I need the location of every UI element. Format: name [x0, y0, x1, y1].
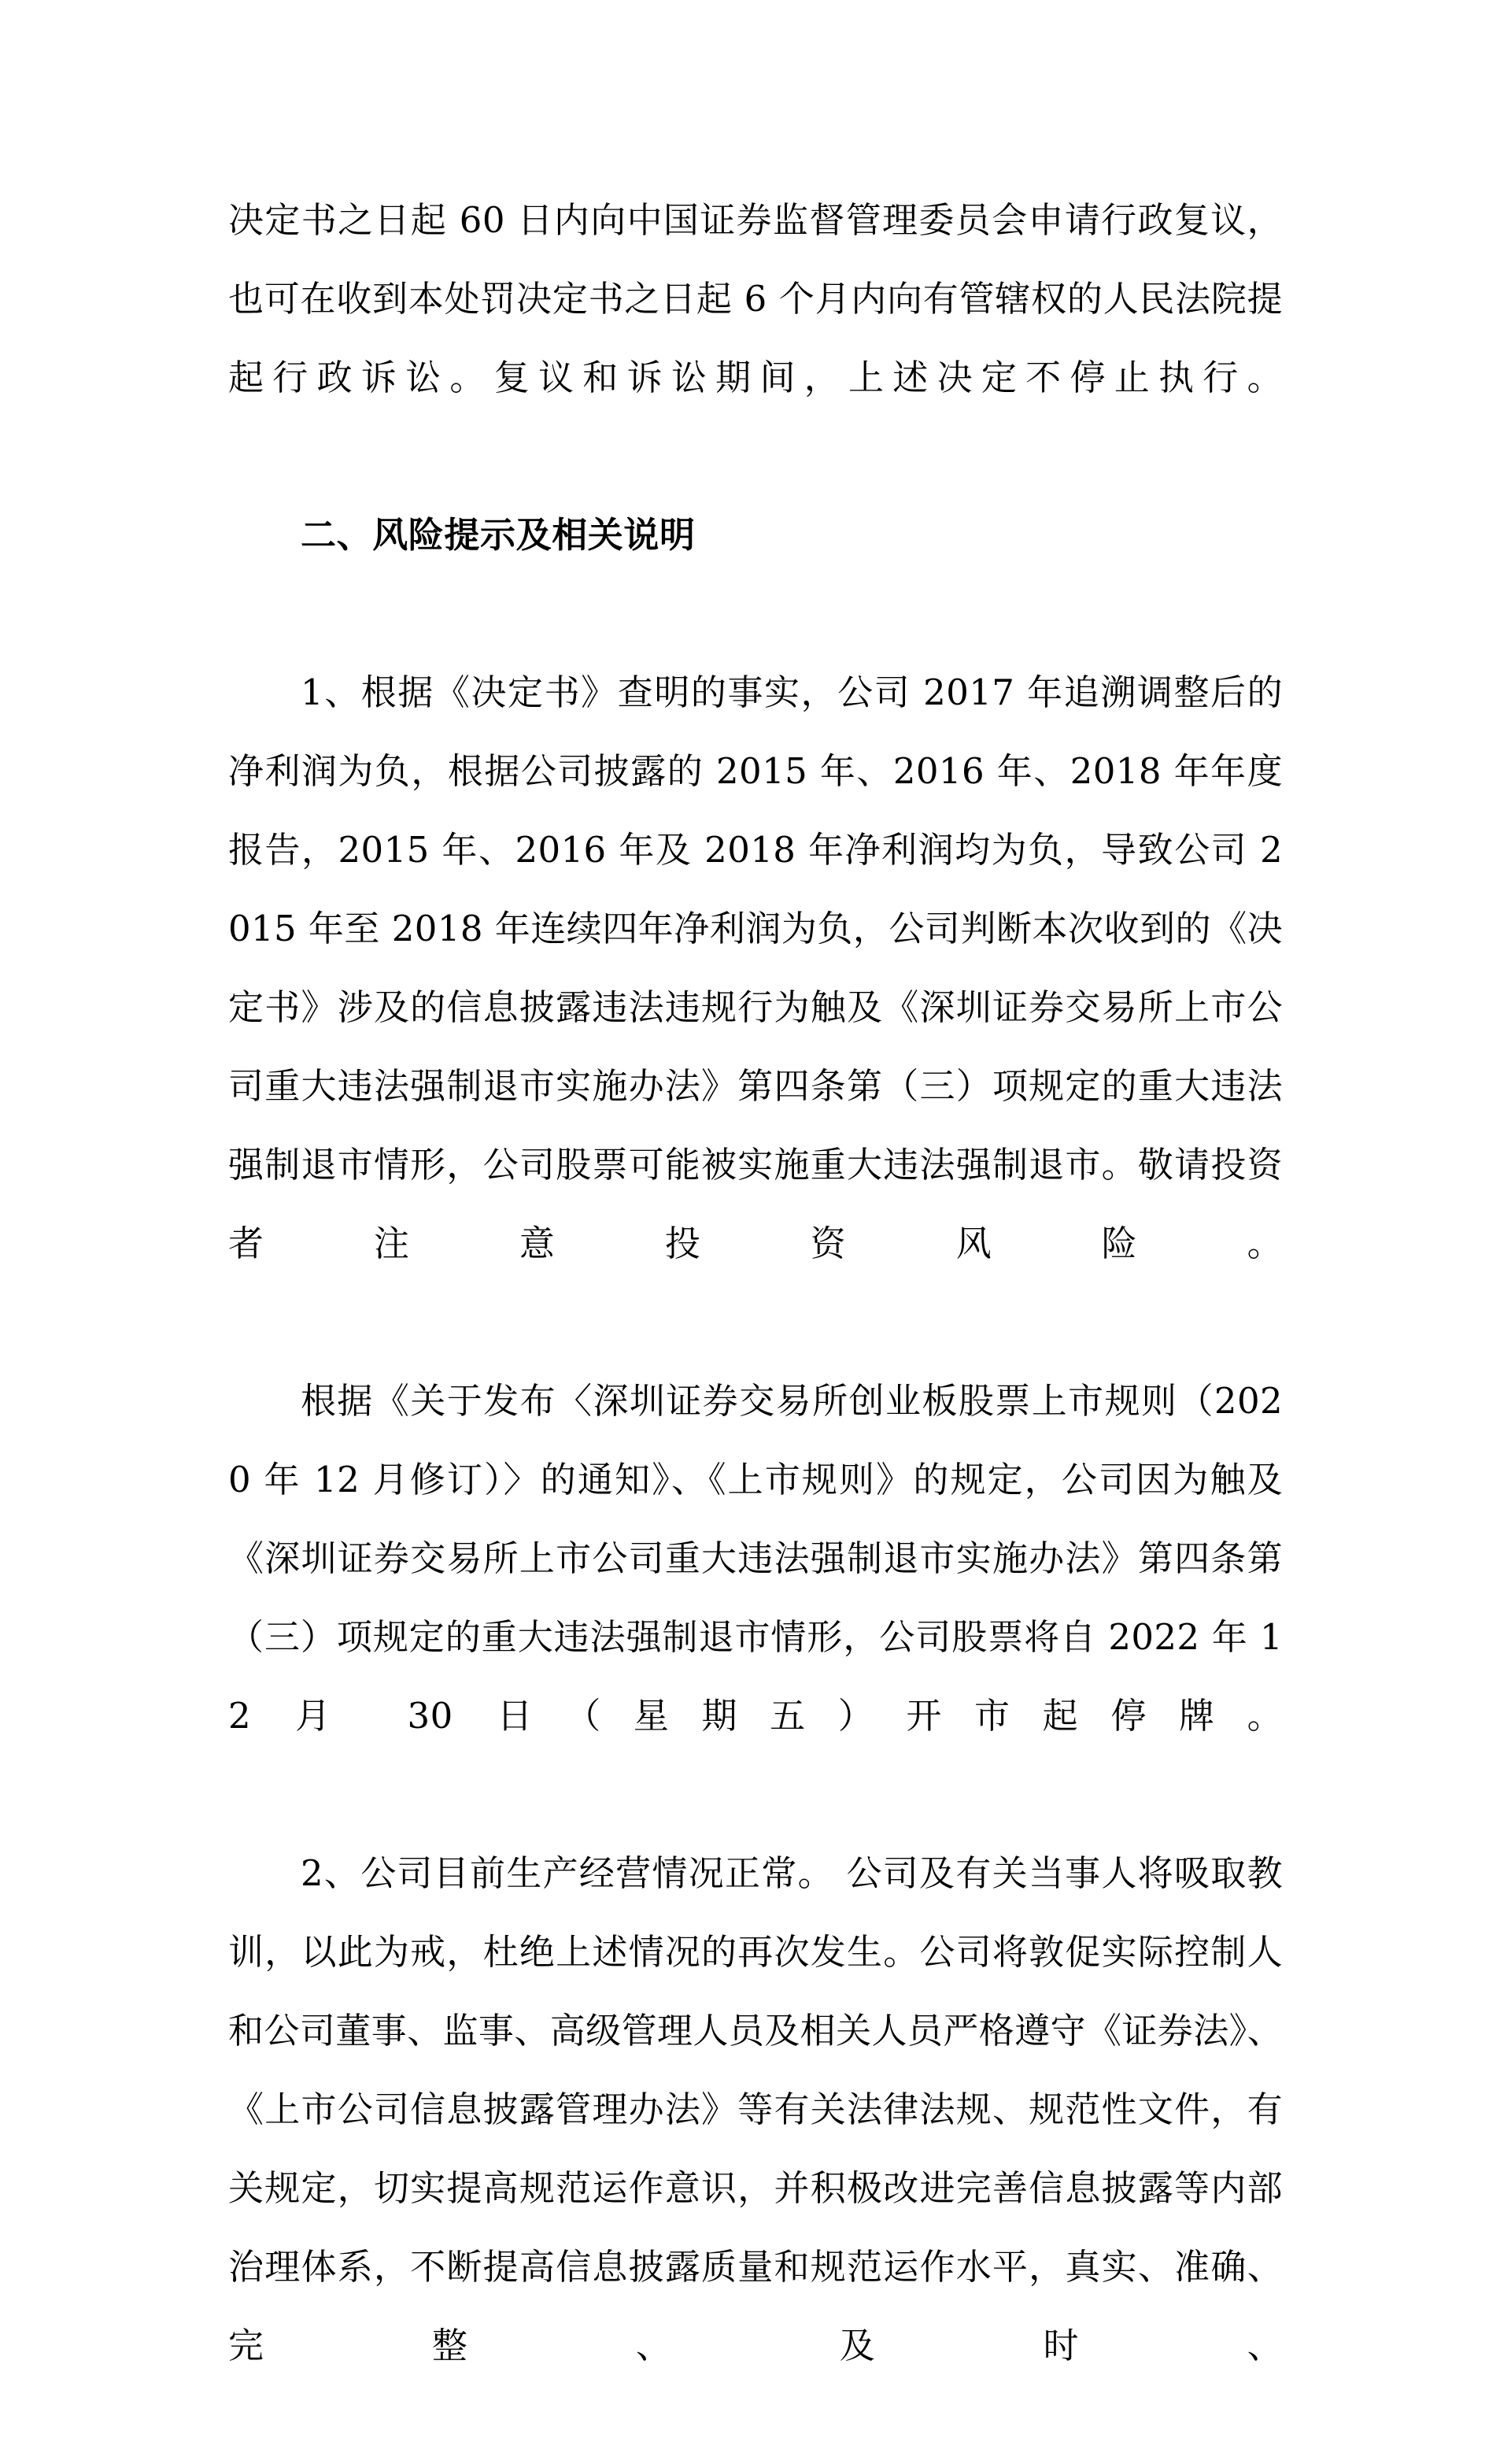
paragraph-continuation: 决定书之日起 60 日内向中国证券监督管理委员会申请行政复议，也可在收到本处罚决定书之日起 6 个月内向有管辖权的人民法院提起行政诉讼。复议和诉讼期间，上述决定不停止执行。 [228, 199, 1284, 398]
paragraph-item-1: 1、根据《决定书》查明的事实，公司 2017 年追溯调整后的净利润为负，根据公司披露的 2015 年、2016 年、2018 年年度报告，2015 年、2016 年及 2018 年净利润均为负，导致公司 2015 年至 2018 年连续四年净利润为负，公司判断本次收到的《决定书》涉及的信息披露违法违规行为触及《深圳证券交易所上市公司重大违法强制退市实施办法》第四条第（三）项规定的重大违法强制退市情形，公司股票可能被实施重大违法强制退市。敬请投资者注意投资风险。 [228, 671, 1283, 1264]
document-body [228, 181, 1283, 2464]
section-heading-risk-disclosure: 二、风险提示及相关说明 [301, 514, 696, 556]
paragraph-item-2: 2、公司目前生产经营情况正常。 公司及有关当事人将吸取教训，以此为戒，杜绝上述情况的再次发生。公司将敦促实际控制人和公司董事、监事、高级管理人员及相关人员严格遵守《证券法》、《上市公司信息披露管理办法》等有关法律法规、规范性文件，有关规定，切实提高规范运作意识，并积极改进完善信息披露等内部治理体系，不断提高信息披露质量和规范运作水平，真实、准确、完整、及时、 [228, 1852, 1283, 2366]
paragraph-item-1-continued: 根据《关于发布〈深圳证券交易所创业板股票上市规则（2020 年 12 月修订）〉的通知》、《上市规则》的规定，公司因为触及《深圳证券交易所上市公司重大违法强制退市实施办法》第四条第（三）项规定的重大违法强制退市情形，公司股票将自 2022 年 12 月 30 日（星期五）开市起停牌。 [228, 1380, 1283, 1737]
